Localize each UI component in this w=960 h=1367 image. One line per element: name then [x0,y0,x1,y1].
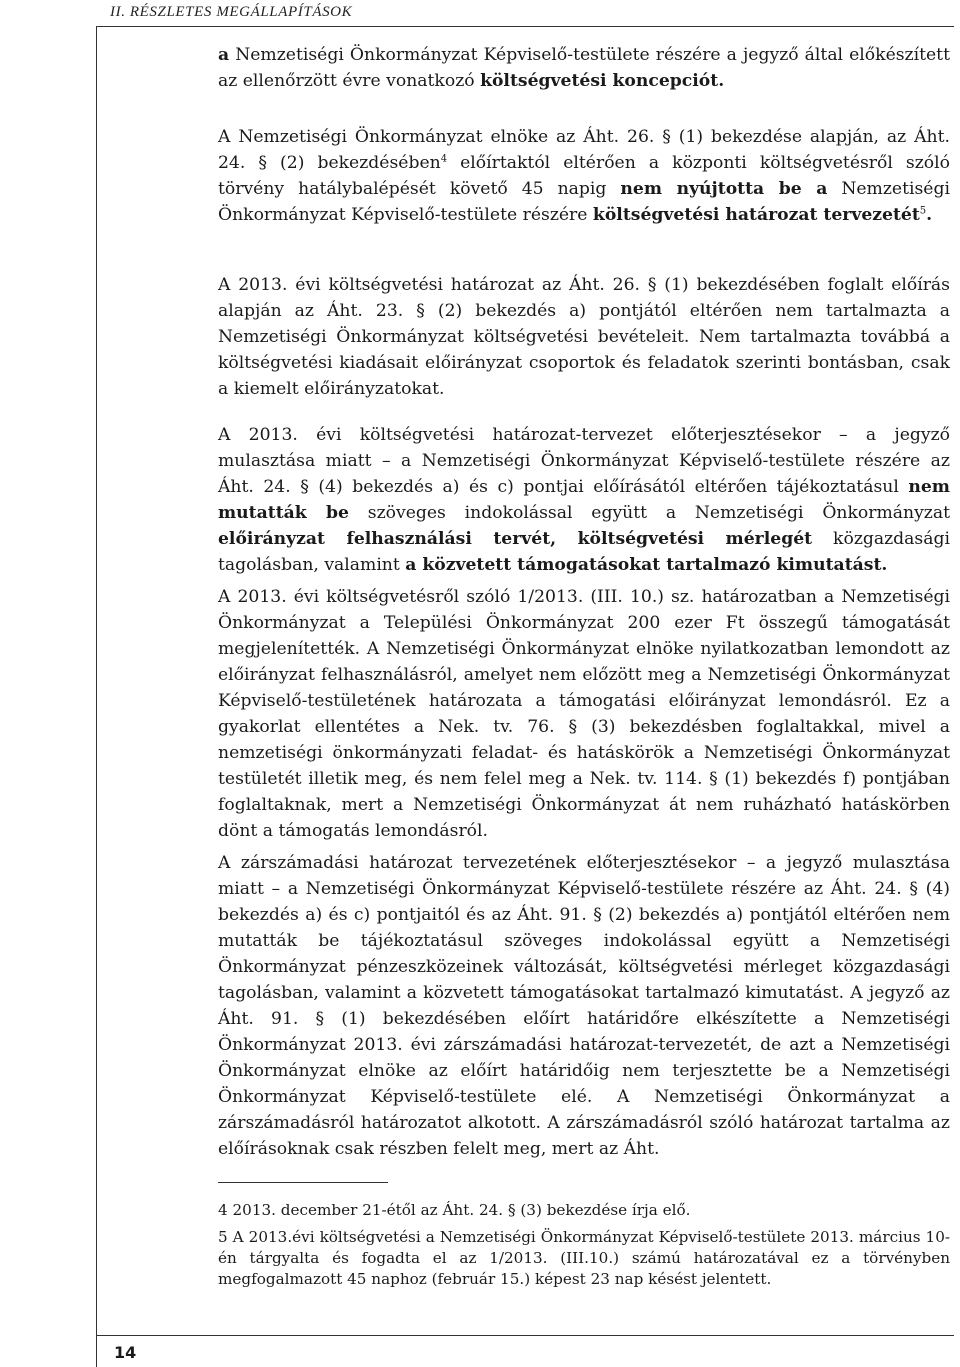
text-run: Nemzetiségi Önkormányzat Képviselő-testülete részére [218,179,950,225]
text-run: A Nemzetiségi Önkormányzat elnöke az Áht. 26. § (1) bekezdése alapján, az Áht. 24. § (2) bekezdésében [218,127,950,173]
footnote-4: 4 2013. december 21-étől az Áht. 24. § (3) bekezdése írja elő. [218,1201,691,1219]
paragraph-hatarozat-tervezet [218,124,950,228]
emphasis-text: költségvetési koncepciót. [480,71,725,91]
emphasis-text: nem mutatták be [218,477,950,523]
text-run: A 2013. évi költségvetési határozat-tervezet előterjesztésekor – a jegyző mulasztása miatt – a Nemzetiségi Önkormányzat Képviselő-testülete részére az Áht. 24. § (4) bekezdés a) és c) pontjai előírásától eltérően tájékoztatásul [218,425,950,497]
footnotes [218,1200,950,1296]
emphasis-text: . [926,205,933,225]
emphasis-text: előirányzat felhasználási tervét, költségvetési mérlegét [218,529,813,549]
page-number: 14 [114,1343,137,1362]
running-header: II. RÉSZLETES MEGÁLLAPÍTÁSOK [110,4,353,20]
paragraph-bevetelek [218,272,950,402]
emphasis-text: a közvetett támogatásokat tartalmazó kimutatást. [405,555,888,575]
footnote-5: 5 A 2013.évi költségvetési a Nemzetiségi Önkormányzat Képviselő-testülete 2013. március 10-én tárgyalta és fogadta el az 1/2013. (III.10.) számú határozatával ez a törvényben megfogalmazott 45 naphoz (február 15.) képest 23 nap késést jelentett. [218,1228,950,1288]
text-run: A 2013. évi költségvetési határozat az Áht. 26. § (1) bekezdésében foglalt előírás alapján az Áht. 23. § (2) bekezdés a) pontjától eltérően nem tartalmazta a Nemzetiségi Önkormányzat költségvetési bevételeit. Nem tartalmazta továbbá a költségvetési kiadásait előirányzat csoportok és feladatok szerinti bontásban, csak a kiemelt előirányzatokat. [218,275,950,399]
footnote-ref: 4 [440,153,448,165]
paragraph-koncepcio [218,42,950,94]
text-run: A 2013. évi költségvetésről szóló 1/2013. (III. 10.) sz. határozatban a Nemzetiségi Önkormányzat a Települési Önkormányzat 200 ezer Ft összegű támogatását megjelenítették. A Nemzetiségi Önkormányzat elnöke nyilatkozatban lemondott az előirányzat felhasználásról, amelyet nem előzött meg a Nemzetiségi Önkormányzat Képviselő-testületének határozata a támogatási előirányzat lemondásról. Ez a gyakorlat ellentétes a Nek. tv. 76. § (3) bekezdésben foglaltakkal, mivel a nemzetiségi önkormányzati feladat- és hatáskörök a Nemzetiségi Önkormányzat testületét illetik meg, és nem felel meg a Nek. tv. 114. § (1) bekezdés f) pontjában foglaltaknak, mert a Nemzetiségi Önkormányzat át nem ruházható hatáskörben dönt a támogatás lemondásról. [218,587,950,841]
footer-rule [96,1335,954,1336]
text-run: előírtaktól eltérően a központi költségvetésről szóló törvény hatálybalépését követő 45 napig [218,153,950,199]
margin-rule [96,26,97,1367]
footnote-rule [218,1182,388,1183]
emphasis-text: nem nyújtotta be a [620,179,828,199]
paragraph-eloterjesztes [218,422,950,578]
emphasis-text: költségvetési határozat tervezetét [592,205,920,225]
paragraph-tamogatas-lemondas [218,584,950,844]
footnote-ref: 5 [919,205,927,217]
paragraph-zarszamadas [218,850,950,1162]
text-run: A zárszámadási határozat tervezetének előterjesztésekor – a jegyző mulasztása miatt – a Nemzetiségi Önkormányzat Képviselő-testülete részére az Áht. 24. § (4) bekezdés a) és c) pontjaitól és az Áht. 91. § (2) bekezdés a) pontjától eltérően nem mutatták be tájékoztatásul szöveges indokolással együtt a Nemzetiségi Önkormányzat pénzeszközeinek változását, költségvetési mérleget közgazdasági tagolásban, valamint a közvetett támogatásokat tartalmazó kimutatást. A jegyző az Áht. 91. § (1) bekezdésében előírt határidőre elkészítette a Nemzetiségi Önkormányzat 2013. évi zárszámadási határozat-tervezetét, de azt a Nemzetiségi Önkormányzat elnöke az előírt határidőig nem terjesztette be a Nemzetiségi Önkormányzat Képviselő-testülete elé. A Nemzetiségi Önkormányzat a zárszámadásról határozatot alkotott. A zárszámadásról szóló határozat tartalma az előírásoknak csak részben felelt meg, mert az Áht. [218,853,950,1159]
text-run: közgazdasági tagolásban, valamint [218,529,950,575]
text-run: szöveges indokolással együtt a Nemzetiségi Önkormányzat [348,503,950,523]
emphasis-text: a [218,45,230,65]
header-rule [96,26,954,27]
text-run: Nemzetiségi Önkormányzat Képviselő-testülete részére a jegyző által előkészített az ellenőrzött évre vonatkozó [218,45,950,91]
